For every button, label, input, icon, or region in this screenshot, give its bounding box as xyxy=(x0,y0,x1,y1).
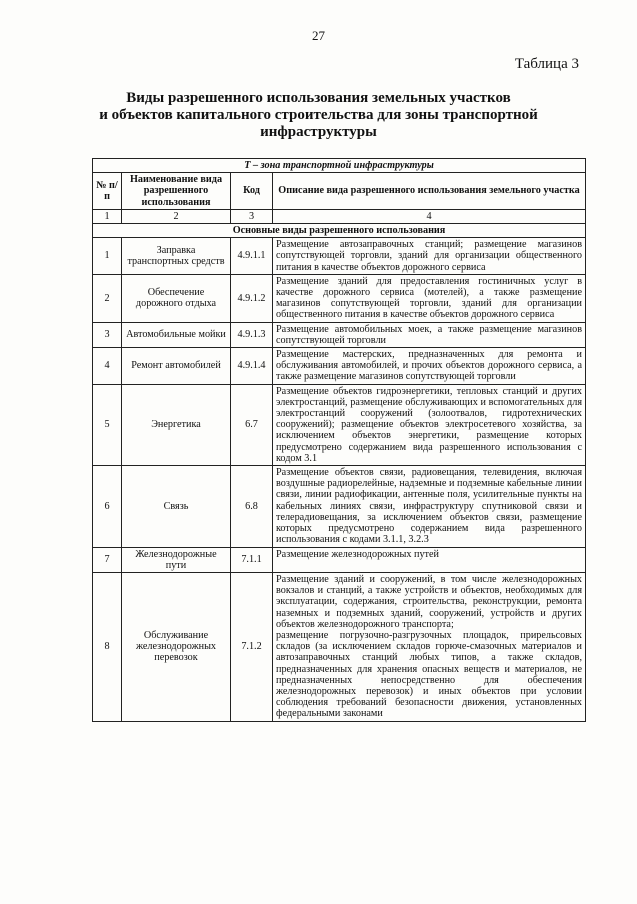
row-num: 1 xyxy=(93,238,122,275)
row-num: 2 xyxy=(93,274,122,322)
header-desc: Описание вида разрешенного использования земельного участка xyxy=(273,173,586,210)
row-desc: Размещение зданий для предоставления гостиничных услуг в качестве дорожного сервиса (мотелей), а также размещение магазинов сопутствующей торговли, зданий для организации общественного питания в качестве объектов дорожного сервиса xyxy=(273,274,586,322)
row-name: Связь xyxy=(122,466,231,547)
table-row xyxy=(93,466,586,547)
row-code: 4.9.1.1 xyxy=(231,238,273,275)
row-name: Заправка транспортных средств xyxy=(122,238,231,275)
table-row xyxy=(93,238,586,275)
col-number: 1 xyxy=(93,209,122,223)
title-line: и объектов капитального строительства для зоны транспортной xyxy=(99,107,538,123)
row-code: 4.9.1.2 xyxy=(231,274,273,322)
page-number: 27 xyxy=(312,28,325,43)
table-label: Таблица 3 xyxy=(514,56,579,72)
header-num: № п/п xyxy=(93,173,122,210)
row-code: 6.7 xyxy=(231,384,273,465)
row-desc: Размещение объектов гидроэнергетики, тепловых станций и других электростанций, размещение обслуживающих и вспомогательных для электростанций сооружений (золоотвалов, гидротехнических сооружений); размещение объектов электросетевого хозяйства, за исключением объектов энергетики, размещение которых предусмотрено содержанием вида разрешенного использования с кодом 3.1 xyxy=(273,384,586,465)
row-num: 5 xyxy=(93,384,122,465)
row-code: 4.9.1.3 xyxy=(231,322,273,347)
column-number-row xyxy=(93,209,586,223)
row-desc-paragraph: размещение погрузочно-разгрузочных площадок, прирельсовых складов (за исключением складов горюче-смазочных материалов и автозаправочных станций любых типов, а также складов, предназначенных для хранения опасных веществ и материалов, не предназначенных непосредственно для обеспечения железнодорожных перевозок) и иных объектов при условии соблюдения требований безопасности движения, установленных федеральными законами xyxy=(276,629,583,720)
title-line: инфраструктуры xyxy=(260,124,377,140)
col-number: 3 xyxy=(231,209,273,223)
row-name: Обеспечение дорожного отдыха xyxy=(122,274,231,322)
row-num: 7 xyxy=(93,547,122,572)
row-code: 7.1.2 xyxy=(231,572,273,721)
table-row xyxy=(93,348,586,385)
row-num: 6 xyxy=(93,466,122,547)
row-num: 8 xyxy=(93,572,122,721)
row-name: Энергетика xyxy=(122,384,231,465)
zone-header-row xyxy=(93,159,586,173)
table-row xyxy=(93,384,586,465)
zone-header: Т – зона транспортной инфраструктуры xyxy=(93,159,586,173)
title-line: Виды разрешенного использования земельных участков xyxy=(126,90,511,106)
section-row xyxy=(93,224,586,238)
col-number: 4 xyxy=(273,209,586,223)
row-code: 4.9.1.4 xyxy=(231,348,273,385)
row-code: 7.1.1 xyxy=(231,547,273,572)
col-number: 2 xyxy=(122,209,231,223)
table-row xyxy=(93,322,586,347)
row-name: Обслуживание железнодорожных перевозок xyxy=(122,572,231,721)
row-name: Железнодорожные пути xyxy=(122,547,231,572)
row-desc: Размещение автозаправочных станций; размещение магазинов сопутствующей торговли, зданий для организации общественного питания в качестве объектов дорожного сервиса xyxy=(273,238,586,275)
land-use-table xyxy=(92,158,586,722)
row-desc xyxy=(273,572,586,721)
row-name: Автомобильные мойки xyxy=(122,322,231,347)
header-code: Код xyxy=(231,173,273,210)
row-desc: Размещение мастерских, предназначенных для ремонта и обслуживания автомобилей, и прочих объектов дорожного сервиса, а также размещение магазинов сопутствующей торговли xyxy=(273,348,586,385)
row-code: 6.8 xyxy=(231,466,273,547)
document-title xyxy=(60,90,577,141)
header-name: Наименование вида разрешенного использования xyxy=(122,173,231,210)
section-title: Основные виды разрешенного использования xyxy=(93,224,586,238)
table-row xyxy=(93,572,586,721)
column-header-row xyxy=(93,173,586,210)
table-row xyxy=(93,547,586,572)
row-desc: Размещение объектов связи, радиовещания, телевидения, включая воздушные радиорелейные, надземные и подземные кабельные линии связи, линии радиофикации, антенные поля, усилительные пункты на кабельных линиях связи, инфраструктуру спутниковой связи и телерадиовещания, за исключением объектов связи, размещение которых предусмотрено содержанием вида разрешенного использования с кодами 3.1.1, 3.2.3 xyxy=(273,466,586,547)
row-num: 4 xyxy=(93,348,122,385)
row-num: 3 xyxy=(93,322,122,347)
table-row xyxy=(93,274,586,322)
row-desc: Размещение железнодорожных путей xyxy=(273,547,586,572)
row-name: Ремонт автомобилей xyxy=(122,348,231,385)
row-desc-paragraph: Размещение зданий и сооружений, в том числе железнодорожных вокзалов и станций, а также устройств и объектов, необходимых для эксплуатации, содержания, строительства, реконструкции, ремонта наземных и подземных зданий, сооружений, устройств и других объектов железнодорожного транспорта; xyxy=(276,573,583,630)
row-desc: Размещение автомобильных моек, а также размещение магазинов сопутствующей торговли xyxy=(273,322,586,347)
